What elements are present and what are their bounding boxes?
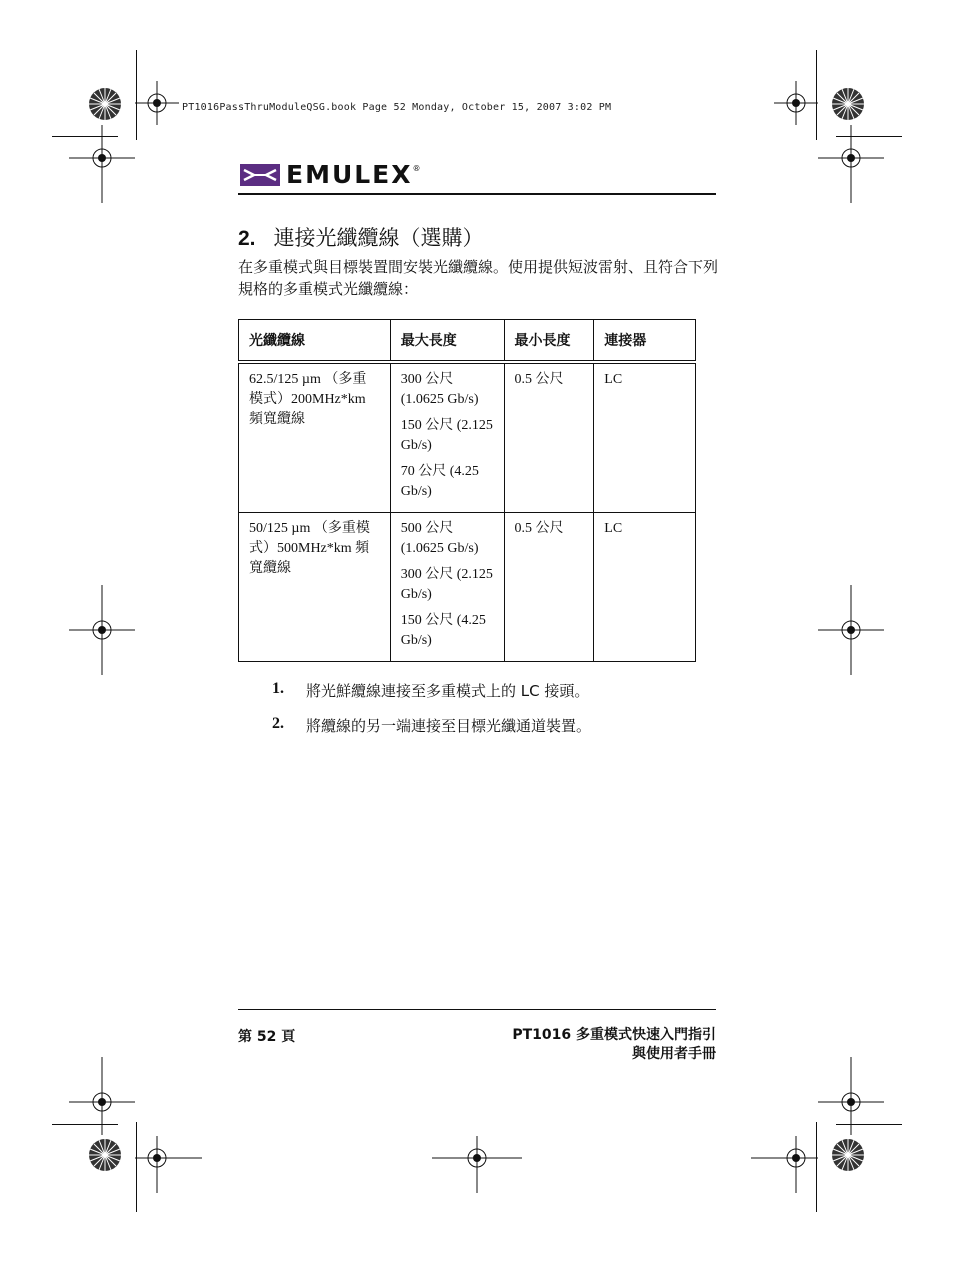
registered-mark: ®: [412, 164, 421, 173]
max-length-value: 300 公尺 (1.0625 Gb/s): [400, 372, 479, 407]
section-intro: 在多重模式與目標裝置間安裝光纖纜線。使用提供短波雷射、且符合下列規格的多重模式光纖纜線：: [238, 258, 719, 298]
starburst-icon: [89, 88, 121, 120]
crosshair-icon: [69, 125, 135, 203]
section-heading: [238, 222, 484, 252]
step-number: 2.: [272, 715, 284, 732]
step-text: 將光鮮纜線連接至多重模式上的 LC 接頭。: [306, 682, 590, 700]
page-number: 第 52 頁: [238, 1029, 296, 1045]
crosshair-icon: [818, 125, 884, 203]
section-title: 連接光纖纜線（選購）: [273, 226, 484, 250]
crosshair-icon: [432, 1136, 522, 1193]
document-title: [512, 1026, 716, 1064]
max-length-value: 500 公尺 (1.0625 Gb/s): [400, 521, 479, 556]
section-number: 2.: [238, 227, 256, 250]
step-list: [272, 680, 591, 750]
table-header-row: [239, 320, 696, 363]
min-length-cell: 0.5 公尺: [504, 513, 594, 662]
cable-spec-table: [238, 319, 696, 662]
starburst-icon: [832, 88, 864, 120]
starburst-icon: [89, 1139, 121, 1171]
column-header: 連接器: [594, 320, 696, 363]
min-length-cell: 0.5 公尺: [504, 362, 594, 513]
list-item: [272, 715, 591, 750]
connector-cell: LC: [594, 513, 696, 662]
column-header: 光纖纜線: [239, 320, 391, 363]
crosshair-icon: [135, 1136, 202, 1193]
crosshair-icon: [818, 1057, 884, 1135]
step-text: 將纜線的另一端連接至目標光纖通道裝置。: [306, 717, 592, 735]
max-length-value: 300 公尺 (2.125 Gb/s): [400, 567, 493, 602]
column-header: 最大長度: [390, 320, 504, 363]
header-rule: [238, 193, 716, 195]
connector-cell: LC: [594, 362, 696, 513]
table-row: [239, 362, 696, 513]
table-row: [239, 513, 696, 662]
max-length-value: 150 公尺 (4.25 Gb/s): [400, 613, 486, 648]
column-header: 最小長度: [504, 320, 594, 363]
list-item: [272, 680, 591, 715]
starburst-icon: [832, 1139, 864, 1171]
crosshair-icon: [751, 1136, 818, 1193]
logo-text: EMULEX: [286, 160, 413, 189]
footer-rule: [238, 1009, 716, 1010]
cable-type-cell: 62.5/125 µm （多重模式）200MHz*km 頻寬纜線: [239, 362, 391, 513]
max-length-value: 70 公尺 (4.25 Gb/s): [400, 464, 479, 499]
emulex-logo: [240, 160, 421, 189]
max-length-cell: [390, 513, 504, 662]
step-number: 1.: [272, 680, 284, 697]
crosshair-icon: [69, 1057, 135, 1135]
print-header: PT1016PassThruModuleQSG.book Page 52 Monday, October 15, 2007 3:02 PM: [182, 102, 612, 113]
document-title-line: PT1016 多重模式快速入門指引: [512, 1027, 716, 1043]
cable-type-cell: 50/125 µm （多重模式）500MHz*km 頻寬纜線: [239, 513, 391, 662]
document-title-line: 與使用者手冊: [632, 1046, 716, 1062]
emulex-mark-icon: [240, 162, 280, 188]
max-length-cell: [390, 362, 504, 513]
max-length-value: 150 公尺 (2.125 Gb/s): [400, 418, 493, 453]
